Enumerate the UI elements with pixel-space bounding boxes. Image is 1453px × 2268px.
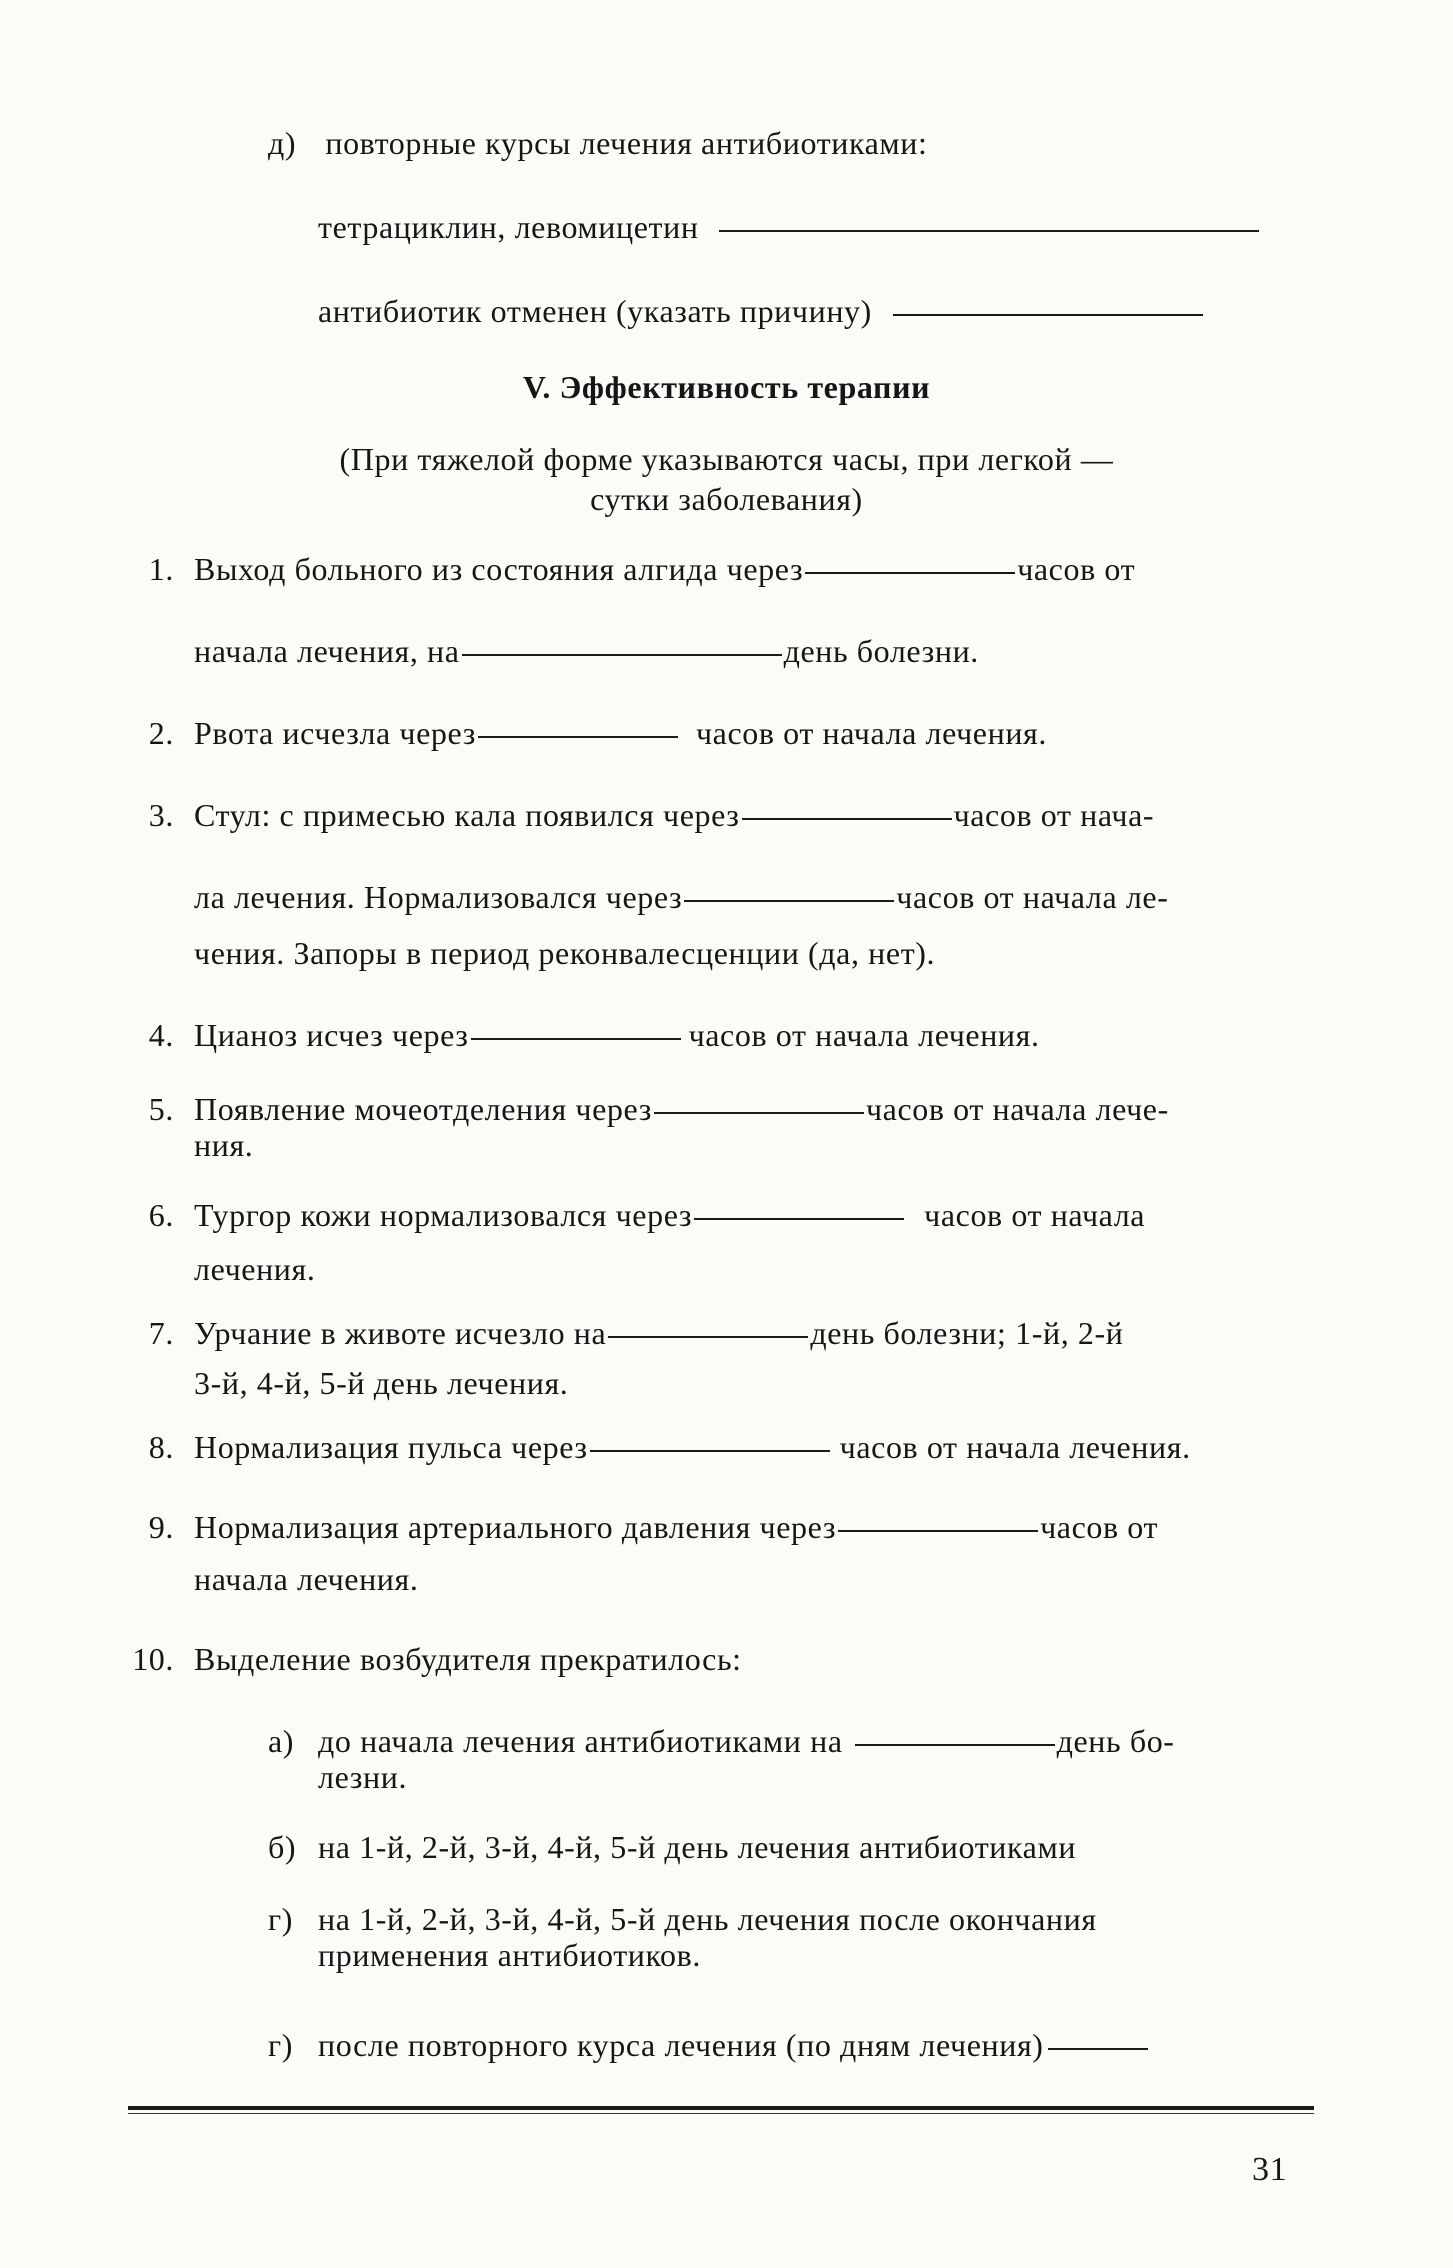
item-4-line-1 (194, 1016, 1040, 1054)
item-1-line-1 (194, 550, 1135, 588)
section-d-title-line (268, 124, 928, 162)
item-text: день болезни. (783, 633, 979, 669)
footer-rule (128, 2106, 1314, 2110)
item-text: Урчание в животе исчезло на (194, 1315, 607, 1351)
item-number: 8. (148, 1429, 174, 1465)
section-d-line2-text: антибиотик отменен (указать причину) (318, 293, 872, 329)
item-7-line-1 (194, 1314, 1123, 1352)
item-text: Нормализация пульса через (194, 1429, 588, 1465)
section-d-line1 (318, 208, 1261, 246)
sub-item-g1-line-2: применения антибиотиков. (318, 1937, 701, 1973)
item-8-line-1 (194, 1428, 1191, 1466)
item-3-line-2 (194, 878, 1169, 916)
section-v-note-line1: (При тяжелой форме указываются часы, при легкой — (339, 441, 1114, 477)
fill-blank (805, 572, 1015, 574)
item-text: Тургор кожи нормализовался через (194, 1197, 693, 1233)
footer-rule-thin (128, 2113, 1314, 2114)
item-text: часов от нача- (953, 797, 1155, 833)
item-number: 1. (148, 551, 174, 587)
fill-blank (684, 900, 894, 902)
fill-blank (471, 1038, 681, 1040)
fill-blank (462, 654, 782, 656)
sub-item-a-line-2: лезни. (318, 1759, 408, 1795)
item-3-line-3: чения. Запоры в период реконвалесценции (да, нет). (194, 935, 936, 971)
item-1-line-2 (194, 632, 979, 670)
item-9-line-1 (194, 1508, 1158, 1546)
item-text: часов от начала ле- (896, 879, 1169, 915)
fill-blank (478, 736, 678, 738)
item-number: 5. (148, 1091, 174, 1127)
sub-item-g2-label: г) (268, 2027, 293, 2063)
item-number: 10. (132, 1641, 174, 1677)
sub-item-g1-label: г) (268, 1901, 293, 1937)
page-number: 31 (1252, 2151, 1288, 2188)
fill-blank (742, 818, 952, 820)
item-number: 9. (148, 1509, 174, 1545)
item-text: день болезни; 1-й, 2-й (810, 1315, 1124, 1351)
sub-item-b-line-1: на 1-й, 2-й, 3-й, 4-й, 5-й день лечения антибиотиками (318, 1829, 1077, 1865)
fill-blank (855, 1744, 1055, 1746)
section-v-heading: V. Эффективность терапии (522, 369, 931, 405)
sub-item-g1-line-1: на 1-й, 2-й, 3-й, 4-й, 5-й день лечения после окончания (318, 1901, 1097, 1937)
item-number: 4. (148, 1017, 174, 1053)
fill-blank (590, 1450, 830, 1452)
fill-blank (838, 1530, 1038, 1532)
section-d-line1-text: тетрациклин, левомицетин (318, 209, 699, 245)
item-text: часов от (1040, 1509, 1159, 1545)
item-text: часов от начала лечения. (839, 1429, 1191, 1465)
item-text: часов от начала лече- (865, 1091, 1169, 1127)
item-2-line-1 (194, 714, 1047, 752)
item-text: Рвота исчезла через (194, 715, 476, 751)
item-text: до начала лечения антибиотиками на (318, 1723, 843, 1759)
section-d-label: д) (268, 125, 297, 161)
fill-blank (608, 1336, 808, 1338)
item-number: 3. (148, 797, 174, 833)
sub-item-a-label: а) (268, 1723, 295, 1759)
section-v-note-line2: сутки заболевания) (590, 481, 863, 517)
item-text: часов от начала (924, 1197, 1146, 1233)
fill-blank (654, 1112, 864, 1114)
item-5-line-2: ния. (194, 1127, 254, 1163)
item-number: 2. (148, 715, 174, 751)
fill-blank (1048, 2048, 1148, 2050)
item-5-line-1 (194, 1090, 1169, 1128)
item-text: Нормализация артериального давления через (194, 1509, 837, 1545)
item-7-line-2: 3-й, 4-й, 5-й день лечения. (194, 1365, 569, 1401)
item-text: Стул: с примесью кала появился через (194, 797, 740, 833)
sub-item-a-line-1 (318, 1722, 1175, 1760)
item-text: часов от (1017, 551, 1136, 587)
section-d-title: повторные курсы лечения антибиотиками: (325, 125, 928, 161)
item-6-line-2: лечения. (194, 1251, 316, 1287)
item-3-line-1 (194, 796, 1154, 834)
sub-item-b-label: б) (268, 1829, 297, 1865)
item-10-line-1: Выделение возбудителя прекратилось: (194, 1641, 742, 1677)
sub-item-g2-line-1 (318, 2026, 1150, 2064)
fill-blank (893, 314, 1203, 316)
item-text: ла лечения. Нормализовался через (194, 879, 683, 915)
item-text: начала лечения, на (194, 633, 460, 669)
fill-blank (694, 1218, 904, 1220)
item-number: 7. (148, 1315, 174, 1351)
item-text: часов от начала лечения. (688, 1017, 1040, 1053)
item-text: Появление мочеотделения через (194, 1091, 652, 1127)
item-number: 6. (148, 1197, 174, 1233)
fill-blank (719, 230, 1259, 232)
item-text: часов от начала лечения. (695, 715, 1047, 751)
item-6-line-1 (194, 1196, 1145, 1234)
item-text: Выход больного из состояния алгида через (194, 551, 804, 587)
section-d-line2 (318, 292, 1205, 330)
item-text: день бо- (1056, 1723, 1175, 1759)
item-text: Цианоз исчез через (194, 1017, 469, 1053)
item-text: после повторного курса лечения (по дням лечения) (318, 2027, 1044, 2063)
item-9-line-2: начала лечения. (194, 1561, 419, 1597)
